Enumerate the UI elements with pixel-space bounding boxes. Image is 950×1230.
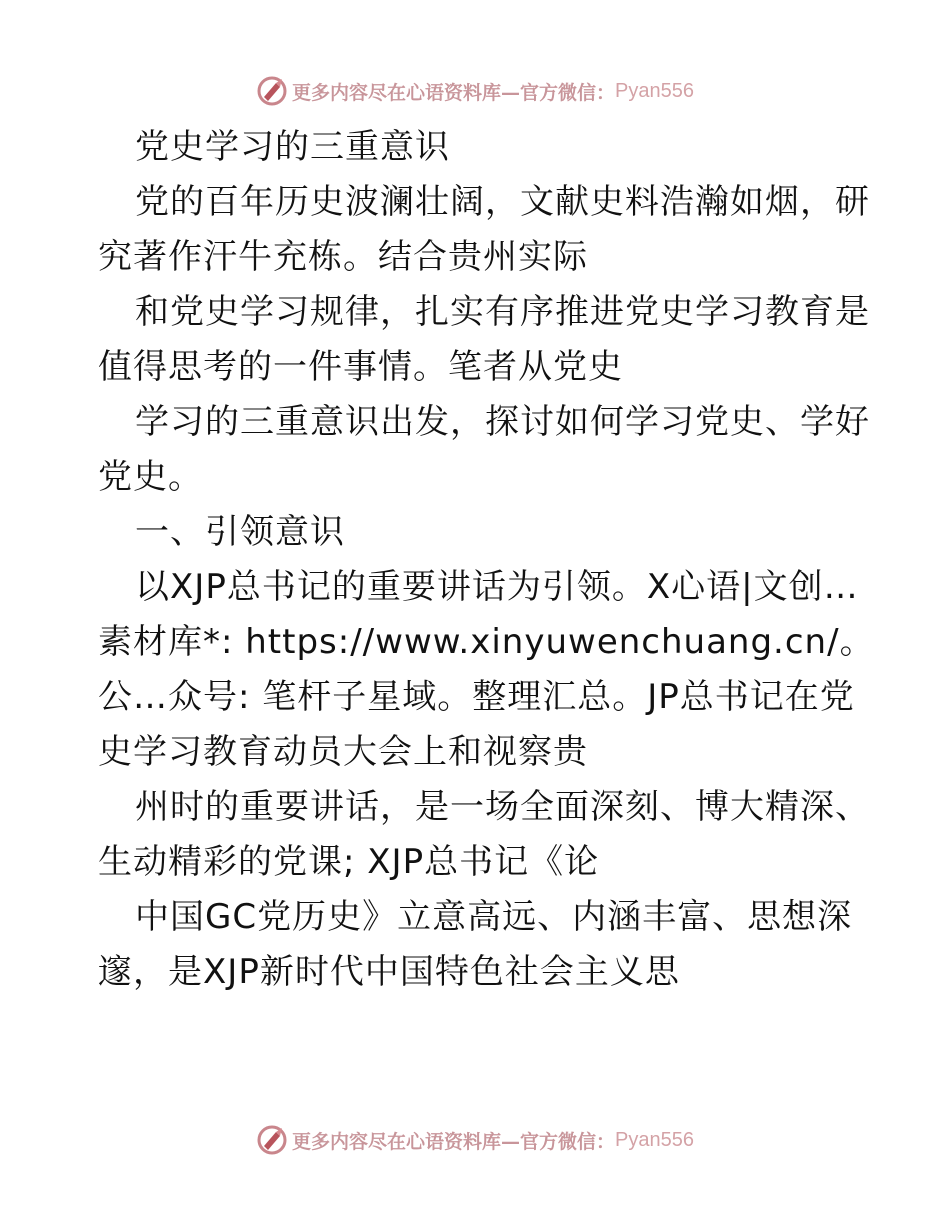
doc-line: 生动精彩的党课; XJP总书记《论 [98,842,600,882]
header-banner-id: Pyan556 [615,79,694,102]
doc-line: 中国GC党历史》立意高远、内涵丰富、思想深 [135,897,853,937]
doc-line: 以XJP总书记的重要讲话为引领。X心语|文创… [135,567,859,607]
doc-line: 素材库*: https://www.xinyuwenchuang.cn/。 [98,622,875,662]
doc-line: 和党史学习规律，扎实有序推进党史学习教育是 [135,292,870,332]
doc-line: 公…众号: 笔杆子星域。整理汇总。JP总书记在党 [98,677,855,717]
doc-line: 值得思考的一件事情。笔者从党史 [98,347,623,387]
doc-line: 邃，是XJP新时代中国特色社会主义思 [98,952,680,992]
doc-line: 党史。 [98,457,203,497]
footer-banner-id: Pyan556 [615,1128,694,1151]
footer-watermark-banner [0,1120,950,1160]
brand-logo-icon [256,75,288,107]
doc-line: 史学习教育动员大会上和视察贵 [98,732,588,772]
header-banner-text: 更多内容尽在心语资料库—官方微信： [292,81,616,104]
header-watermark-banner [0,71,950,111]
footer-banner-text: 更多内容尽在心语资料库—官方微信： [292,1130,616,1153]
doc-line: 州时的重要讲话，是一场全面深刻、博大精深、 [135,787,870,827]
doc-line: 学习的三重意识出发，探讨如何学习党史、学好 [135,402,870,442]
doc-line: 究著作汗牛充栋。结合贵州实际 [98,237,588,277]
brand-logo-icon [256,1124,288,1156]
doc-title: 党史学习的三重意识 [135,127,450,167]
document-body [98,120,875,1000]
section-heading: 一、引领意识 [135,512,345,552]
doc-line: 党的百年历史波澜壮阔，文献史料浩瀚如烟，研 [135,182,870,222]
